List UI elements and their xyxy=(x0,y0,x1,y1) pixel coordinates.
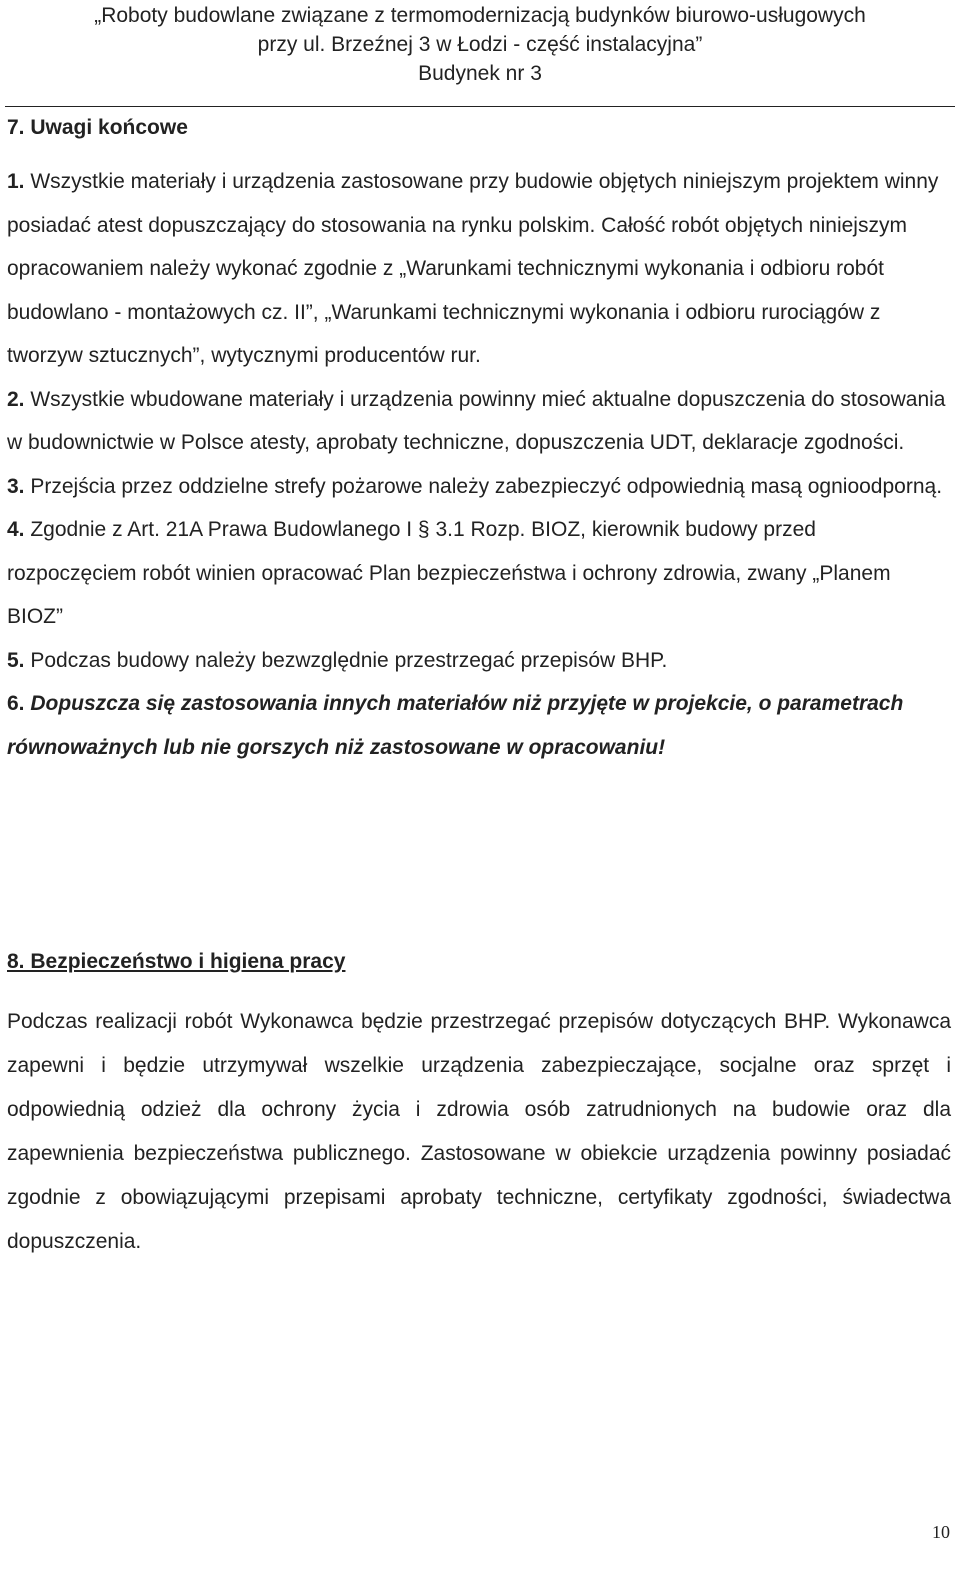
remark-number: 1. xyxy=(7,170,25,193)
remark-text-emphasis: Dopuszcza się zastosowania innych materiałów niż przyjęte w projekcie, o parametrach równoważnych lub nie gorszych niż zastosowane w opracowaniu! xyxy=(7,692,904,759)
header-title-line-2: przy ul. Brzeźnej 3 w Łodzi - część instalacyjna” xyxy=(257,33,703,56)
remark-item-6 xyxy=(7,682,951,769)
remark-item-4 xyxy=(7,508,951,639)
section-7-heading: 7. Uwagi końcowe xyxy=(7,116,188,139)
section-8-heading: 8. Bezpieczeństwo i higiena pracy xyxy=(7,950,346,973)
safety-paragraph: Podczas realizacji robót Wykonawca będzie przestrzegać przepisów dotyczących BHP. Wykonawca zapewni i będzie utrzymywał wszelkie urządzenia zabezpieczające, socjalne oraz sprzęt i odpowiednią odzież dla ochrony życia i zdrowia osób zatrudnionych na budowie oraz dla zapewnienia bezpieczeństwa publicznego. Zastosowane w obiekcie urządzenia powinny posiadać zgodnie z obowiązującymi przepisami aprobaty techniczne, certyfikaty zgodności, świadectwa dopuszczenia. xyxy=(7,1010,951,1253)
remark-text: Przejścia przez oddzielne strefy pożarowe należy zabezpieczyć odpowiednią masą ognioodporną. xyxy=(24,474,943,498)
remark-text: Wszystkie wbudowane materiały i urządzenia powinny mieć aktualne dopuszczenia do stosowania w budownictwie w Polsce atesty, aprobaty techniczne, dopuszczenia UDT, deklaracje zgodności. xyxy=(7,387,946,454)
remark-number: 5. xyxy=(7,648,25,672)
remark-text: Wszystkie materiały i urządzenia zastosowane przy budowie objętych niniejszym projektem winny posiadać atest dopuszczający do stosowania na rynku polskim. Całość robót objętych niniejszym opracowaniem należy wykonać zgodnie z „Warunkami technicznymi wykonania i odbioru robót budowlano - montażowych cz. II”, „Warunkami technicznymi wykonania i odbioru rurociągów z tworzyw sztucznych”, wytycznymi producentów rur. xyxy=(7,170,939,367)
remark-number: 2. xyxy=(7,387,25,411)
final-remarks-list xyxy=(7,160,951,769)
remark-item-3 xyxy=(7,465,951,509)
document-header xyxy=(0,0,960,88)
page-number: 10 xyxy=(932,1522,950,1542)
remark-number: 3. xyxy=(7,474,25,498)
remark-text: Podczas budowy należy bezwzględnie przestrzegać przepisów BHP. xyxy=(24,648,668,672)
remark-item-2 xyxy=(7,378,951,465)
remark-item-5 xyxy=(7,639,951,683)
remark-number: 6. xyxy=(7,692,25,715)
header-building-number: Budynek nr 3 xyxy=(418,62,542,85)
header-divider xyxy=(5,106,955,107)
header-title-line-1: „Roboty budowlane związane z termomodernizacją budynków biurowo-usługowych xyxy=(94,4,866,27)
remark-item-1 xyxy=(7,160,951,378)
remark-text: Zgodnie z Art. 21A Prawa Budowlanego I § 3.1 Rozp. BIOZ, kierownik budowy przed rozpoczęciem robót winien opracować Plan bezpieczeństwa i ochrony zdrowia, zwany „Planem BIOZ” xyxy=(7,518,891,628)
remark-number: 4. xyxy=(7,518,25,541)
